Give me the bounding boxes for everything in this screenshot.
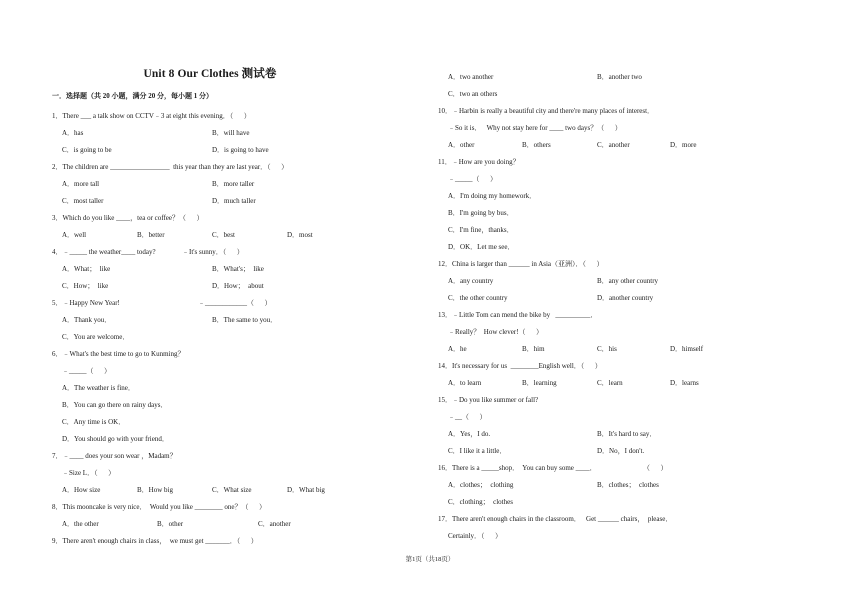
question-line: 4．﹣_____ the weather____ today?	[52, 248, 156, 256]
question-line: A．The weather is fine．	[62, 384, 135, 392]
question-line: C．most taller	[62, 197, 104, 205]
question-line: B．will have	[212, 129, 250, 137]
question-line: C．two an others	[448, 90, 498, 98]
question-line: A．What； like	[62, 265, 111, 273]
question-line: A．two another	[448, 73, 494, 81]
question-line: C．another	[597, 141, 630, 149]
question-line: 8．This mooncake is very nice． Would you like ________ one？（ ）	[52, 503, 266, 511]
question-line: 13．﹣Little Tom can mend the bike by __________．	[438, 311, 598, 319]
question-line: C．the other country	[448, 294, 508, 302]
question-line: D．OK．Let me see．	[448, 243, 515, 251]
question-line: 11．﹣How are you doing？	[438, 158, 520, 166]
question-line: A．clothes； clothing	[448, 481, 514, 489]
question-line: C．best	[212, 231, 235, 239]
question-line: B．What's； like	[212, 265, 264, 273]
question-line: Certainly．（ ）	[448, 532, 503, 540]
question-line: B．How big	[137, 486, 173, 494]
question-line: ﹣It's sunny．（ ）	[182, 248, 244, 256]
question-line: B．The same to you．	[212, 316, 278, 324]
question-line: C．I like it a little．	[448, 447, 507, 455]
question-line: C．How； like	[62, 282, 109, 290]
question-line: A．any country	[448, 277, 494, 285]
question-line: C．his	[597, 345, 617, 353]
question-line: D．No，I don't.	[597, 447, 645, 455]
question-line: 6．﹣What's the best time to go to Kunming？	[52, 350, 185, 358]
question-line: B．another two	[597, 73, 642, 81]
question-line: D．most	[287, 231, 313, 239]
question-line: 16．There is a _____shop． You can buy some ____．	[438, 464, 597, 472]
question-line: A．other	[448, 141, 475, 149]
page-title: Unit 8 Our Clothes 测试卷	[143, 68, 277, 80]
question-line: ﹣_____（ ）	[448, 175, 497, 183]
question-line: D．You should go with your friend．	[62, 435, 169, 443]
question-line: 1．There ___ a talk show on CCTV﹣3 at eight this evening．（ ）	[52, 112, 251, 120]
question-line: ﹣So it is． Why not stay here for ____ two days？（ ）	[448, 124, 622, 132]
question-line: B．You can go there on rainy days．	[62, 401, 168, 409]
section-heading: 一．选择题（共 20 小题，满分 20 分，每小题 1 分）	[52, 92, 213, 100]
question-line: D．much taller	[212, 197, 256, 205]
question-line: C．What size	[212, 486, 252, 494]
question-line: B．him	[522, 345, 545, 353]
question-line: D．learns	[670, 379, 699, 387]
question-line: 5．﹣Happy New Year!	[52, 299, 120, 307]
question-line: ﹣____________（ ）	[198, 299, 272, 307]
page-footer: 第1页（共18页）	[405, 556, 455, 563]
question-line: 2．The children are _________________ this year than they are last year．（ ）	[52, 163, 289, 171]
question-line: 17．There aren't enough chairs in the classroom． Get ______ chairs， please．	[438, 515, 673, 523]
question-line: 9．There aren't enough chairs in class， we must get _______．（ ）	[52, 537, 258, 545]
question-line: ﹣Really？ How clever!（ ）	[448, 328, 544, 336]
question-line: B．I'm going by bus．	[448, 209, 514, 217]
question-line: A．Thank you．	[62, 316, 112, 324]
question-line: C．You are welcome．	[62, 333, 130, 341]
question-line: A．the other	[62, 520, 99, 528]
question-line: B．others	[522, 141, 551, 149]
question-line: A．How size	[62, 486, 101, 494]
question-line: D．How； about	[212, 282, 264, 290]
question-line: ﹣__（ ）	[448, 413, 487, 421]
question-line: 15．﹣Do you like summer or fall?	[438, 396, 539, 404]
question-line: B．learning	[522, 379, 557, 387]
question-line: C．another	[258, 520, 291, 528]
question-line: ﹣_____（ ）	[62, 367, 111, 375]
question-line: B．other	[157, 520, 184, 528]
question-line: C．clothing； clothes	[448, 498, 513, 506]
question-line: 14．It's necessary for us ________English well．（ ）	[438, 362, 602, 370]
question-line: C．learn	[597, 379, 623, 387]
question-line: B．It's hard to say．	[597, 430, 657, 438]
question-line: A．has	[62, 129, 84, 137]
question-line: D．himself	[670, 345, 704, 353]
question-line: C．is going to be	[62, 146, 112, 154]
question-line: 10．﹣Harbin is really a beautiful city and there're many places of interest．	[438, 107, 655, 115]
question-line: D．more	[670, 141, 697, 149]
question-line: A．to learn	[448, 379, 482, 387]
question-line: C．I'm fine，thanks．	[448, 226, 514, 234]
question-line: A．Yes，I do.	[448, 430, 491, 438]
question-line: D．What big	[287, 486, 325, 494]
question-line: 7．﹣____ does your son wear ，Madam？	[52, 452, 177, 460]
question-line: （ ）	[643, 464, 668, 472]
question-line: B．better	[137, 231, 165, 239]
question-line: A．well	[62, 231, 87, 239]
question-line: ﹣Size L．（ ）	[62, 469, 116, 477]
question-line: D．is going to have	[212, 146, 269, 154]
question-line: B．clothes； clothes	[597, 481, 659, 489]
question-line: B．more taller	[212, 180, 255, 188]
question-line: 3．Which do you like ____，tea or coffee？（ ）	[52, 214, 204, 222]
question-line: A．he	[448, 345, 467, 353]
question-line: A．more tall	[62, 180, 100, 188]
question-line: C．Any time is OK．	[62, 418, 126, 426]
question-line: A．I'm doing my homework．	[448, 192, 537, 200]
question-line: 12．China is larger than ______ in Asia（亚洲）．（ ）	[438, 260, 604, 268]
question-line: D．another country	[597, 294, 654, 302]
question-line: B．any other country	[597, 277, 659, 285]
